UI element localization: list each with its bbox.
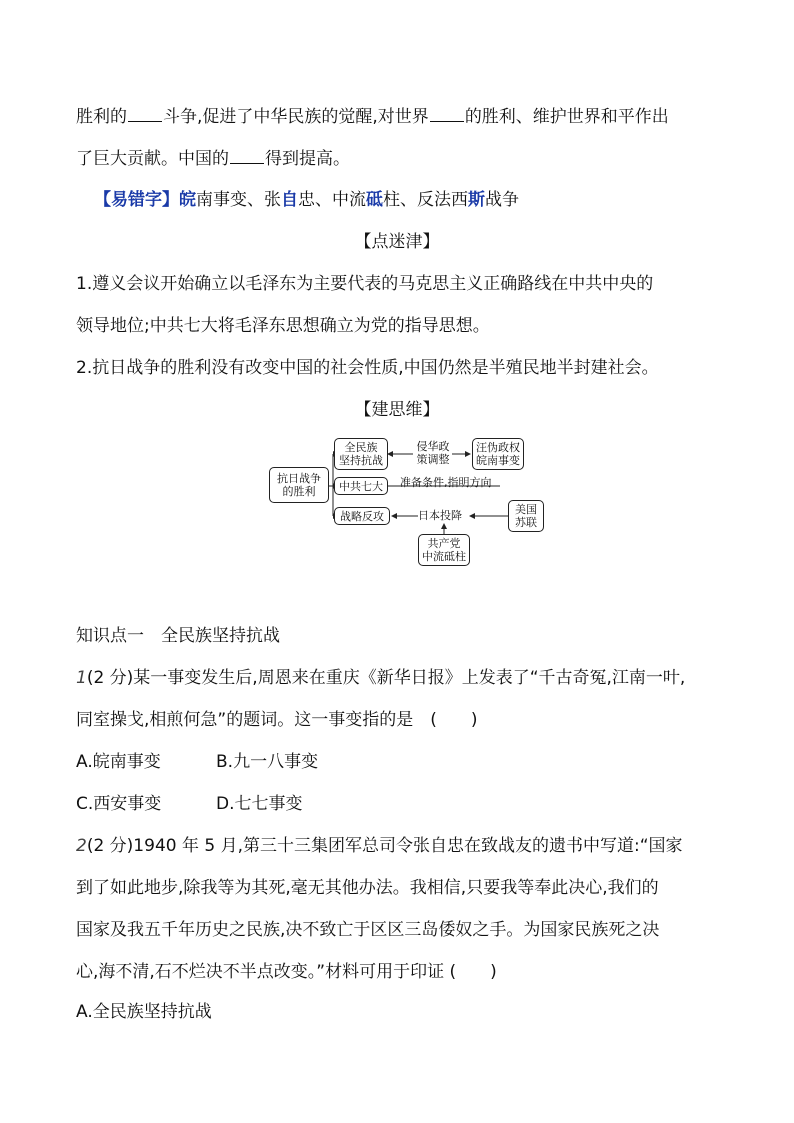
typo-char: 斯 bbox=[468, 190, 485, 210]
typo-text: 柱、反法西 bbox=[383, 190, 468, 210]
node-text: 侵华政 bbox=[416, 440, 450, 453]
section-title: 知识点一 全民族坚持抗战 bbox=[76, 626, 280, 646]
intro-text: 斗争,促进了中华民族的觉醒,对世界 bbox=[163, 107, 429, 127]
option-a[interactable]: A.全民族坚持抗战 bbox=[76, 1002, 212, 1022]
intro-text: 的胜利、维护世界和平作出 bbox=[464, 107, 669, 127]
intro-text: 得到提高。 bbox=[265, 149, 350, 169]
node-text: 坚持抗战 bbox=[339, 454, 383, 467]
question-2-line-3: 国家及我五千年历史之民族,决不致亡于区区三岛倭奴之手。为国家民族死之决 bbox=[76, 920, 660, 940]
node-text: 抗日战争 bbox=[277, 472, 321, 485]
typo-label: 【易错字】 bbox=[94, 190, 179, 210]
node-text: 苏联 bbox=[515, 516, 537, 529]
node-text: 战略反攻 bbox=[340, 509, 384, 523]
question-1-line-2: 同室操戈,相煎何急”的题词。这一事变指的是 ( ) bbox=[76, 710, 478, 730]
mindmap-label-prepare: 准备条件,指明方向 bbox=[400, 476, 492, 489]
node-text: 策调整 bbox=[416, 453, 450, 466]
mindmap-node-seventh-congress bbox=[334, 477, 388, 495]
node-text: 美国 bbox=[515, 503, 537, 516]
node-text: 中共七大 bbox=[339, 479, 383, 493]
typo-char: 自 bbox=[281, 190, 298, 210]
node-text: 全民族 bbox=[344, 441, 378, 454]
mindmap-label-policy bbox=[413, 440, 453, 466]
typo-text: 南事变、张 bbox=[196, 190, 281, 210]
mindmap-node-counteroffensive bbox=[334, 507, 390, 525]
mindmap-node-wang-regime bbox=[472, 438, 524, 470]
tips-heading: 【点迷津】 bbox=[354, 232, 440, 252]
node-text: 汪伪政权 bbox=[476, 441, 520, 454]
mindmap-node-communist-party bbox=[418, 534, 470, 566]
mindmap-root bbox=[269, 467, 329, 503]
intro-text: 了巨大贡献。中国的 bbox=[76, 149, 229, 169]
question-2-line-2: 到了如此地步,除我等为其死,毫无其他办法。我相信,只要我等奉此决心,我们的 bbox=[76, 878, 659, 898]
question-2-line-1 bbox=[76, 834, 683, 858]
option-b[interactable]: B.九一八事变 bbox=[216, 752, 319, 772]
typo-char: 砥 bbox=[366, 190, 383, 210]
tips-item-1-line-2: 领导地位;中共七大将毛泽东思想确立为党的指导思想。 bbox=[76, 316, 490, 336]
node-text: 共产党 bbox=[427, 537, 461, 550]
typo-text: 忠、中流 bbox=[298, 190, 366, 210]
tips-item-2: 2.抗日战争的胜利没有改变中国的社会性质,中国仍然是半殖民地半封建社会。 bbox=[76, 358, 659, 378]
node-text: 的胜利 bbox=[282, 485, 316, 498]
question-1-options-row-1 bbox=[76, 750, 318, 774]
question-text: (2 分)1940 年 5 月,第三十三集团军总司令张自忠在致战友的遗书中写道:“国家 bbox=[86, 836, 683, 856]
mindmap-node-us-ussr bbox=[508, 500, 544, 532]
option-d[interactable]: D.七七事变 bbox=[216, 794, 303, 814]
mindmap-heading: 【建思维】 bbox=[354, 400, 440, 420]
mindmap-node-resistance bbox=[334, 438, 388, 470]
intro-text: 胜利的 bbox=[76, 107, 127, 127]
question-text: (2 分)某一事变发生后,周恩来在重庆《新华日报》上发表了“千古奇冤,江南一叶, bbox=[86, 668, 686, 688]
question-number: 2 bbox=[76, 836, 87, 856]
question-1-line-1 bbox=[76, 666, 685, 690]
tips-item-1-line-1: 1.遵义会议开始确立以毛泽东为主要代表的马克思主义正确路线在中共中央的 bbox=[76, 274, 654, 294]
node-text: 中流砥柱 bbox=[422, 550, 466, 563]
option-c[interactable]: C.西安事变 bbox=[76, 794, 162, 814]
option-a[interactable]: A.皖南事变 bbox=[76, 752, 161, 772]
typo-char: 皖 bbox=[179, 190, 196, 210]
question-1-options-row-2 bbox=[76, 792, 303, 816]
question-2-line-4: 心,海不清,石不烂决不半点改变。”材料可用于印证 ( ) bbox=[76, 962, 497, 982]
node-text: 皖南事变 bbox=[476, 454, 520, 467]
typo-text: 战争 bbox=[485, 190, 519, 210]
question-number: 1 bbox=[76, 668, 87, 688]
mindmap-label-surrender: 日本投降 bbox=[418, 509, 462, 522]
